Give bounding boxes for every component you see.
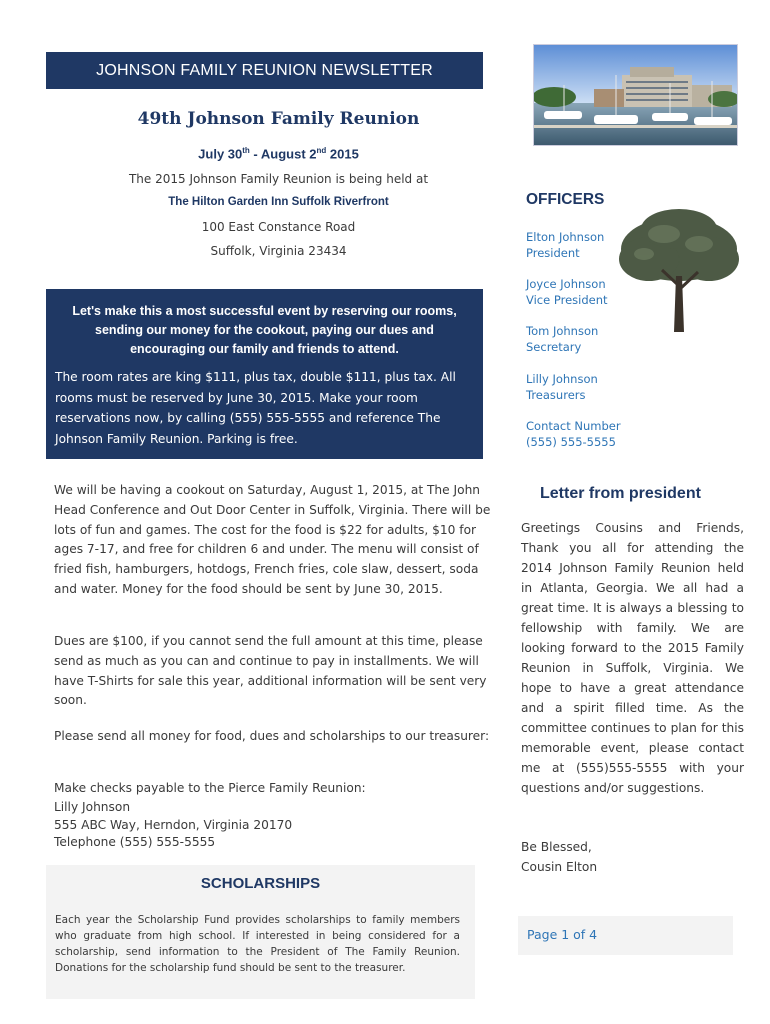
contact-number xyxy=(526,418,621,450)
officer-name: Joyce Johnson xyxy=(526,277,606,291)
officer-name: Elton Johnson xyxy=(526,230,605,244)
letter-body: Greetings Cousins and Friends, Thank you all for attending the 2014 Johnson Family Reunion held in Atlanta, Georgia. We all had a great time. It is always a blessing to fellowship with family. We are looking forward to the 2015 Family Reunion in Suffolk, Virginia. We hope to have a great attendance and a spirit filled time. As the committee continues to plan for this memorable event, please contact me at (555)555-5555 with your questions and/or suggestions. xyxy=(521,521,744,795)
officer-name: Lilly Johnson xyxy=(526,372,598,386)
venue-street: 100 East Constance Road xyxy=(201,220,356,234)
officer-role: Vice President xyxy=(526,293,608,307)
treasurer-street: 555 ABC Way, Herndon, Virginia 20170 xyxy=(54,817,293,832)
newsletter-title: JOHNSON FAMILY REUNION NEWSLETTER xyxy=(96,61,433,79)
event-dates: July 30th - August 2nd 2015 xyxy=(198,146,359,162)
hotel-photo xyxy=(533,44,738,146)
treasurer-name: Lilly Johnson xyxy=(54,800,131,814)
venue-city: Suffolk, Virginia 23434 xyxy=(210,244,347,258)
officer-vice-president xyxy=(526,276,608,308)
treasurer-phone: Telephone (555) 555-5555 xyxy=(54,835,216,849)
event-intro: The 2015 Johnson Family Reunion is being held at xyxy=(128,172,429,186)
tree-icon xyxy=(614,204,744,339)
signature: Cousin Elton xyxy=(521,859,598,874)
scholarships-body: Each year the Scholarship Fund provides scholarships to family members who graduate from high school. If interested in being considered for a scholarship, send information to the President of The Family Reunion. Donations for the scholarship fund should be sent to the treasurer. xyxy=(55,914,460,974)
officer-role: President xyxy=(526,246,580,260)
officers-heading: OFFICERS xyxy=(526,191,605,208)
event-venue: The Hilton Garden Inn Suffolk Riverfront xyxy=(168,196,389,208)
event-title: 49th Johnson Family Reunion xyxy=(137,109,420,129)
letter-closing xyxy=(521,838,597,877)
newsletter-banner xyxy=(46,52,483,89)
dues-paragraph: Dues are $100, if you cannot send the full amount at this time, please send as much as you can and continue to pay in installments. We will have T-Shirts for sale this year, additional information will be sent very soon. xyxy=(54,634,487,708)
callout-body: The room rates are king $111, plus tax, double $111, plus tax. All rooms must be reserved by June 30, 2015. Make your room reservations now, by calling (555) 555-5555 and reference The Johnson Family Reunion. Parking is free. xyxy=(55,370,456,446)
reservation-callout xyxy=(46,289,483,459)
officer-treasurer xyxy=(526,371,598,403)
officer-name: Tom Johnson xyxy=(526,324,599,338)
closing-line: Be Blessed, xyxy=(521,840,592,854)
send-money-paragraph: Please send all money for food, dues and scholarships to our treasurer: xyxy=(54,729,490,743)
page-indicator xyxy=(518,916,733,955)
officer-role: Secretary xyxy=(526,340,582,354)
officer-role: Treasurers xyxy=(526,388,586,402)
cookout-paragraph: We will be having a cookout on Saturday, August 1, 2015, at The John Head Conference and Out Door Center in Suffolk, Virginia. There will be lots of fun and games. The cost for the food is $22 for adults, $10 for ages 7-17, and free for children 6 and under. The menu will consist of fried fish, hamburgers, hotdogs, French fries, cole slaw, dessert, soda and water. Money for the food should be sent by June 30, 2015. xyxy=(54,483,491,596)
callout-headline: Let's make this a most successful event by reserving our rooms, sending our money for the cookout, paying our dues and encouraging our family and friends to attend. xyxy=(72,304,457,356)
scholarships-panel xyxy=(46,865,475,999)
contact-label: Contact Number xyxy=(526,419,621,433)
checks-payable-label: Make checks payable to the Pierce Family Reunion: xyxy=(54,781,366,795)
officer-president xyxy=(526,229,604,261)
letter-heading: Letter from president xyxy=(540,485,701,502)
treasurer-address xyxy=(54,799,292,852)
officer-secretary xyxy=(526,323,598,355)
scholarships-heading: SCHOLARSHIPS xyxy=(200,875,321,892)
contact-phone: (555) 555-5555 xyxy=(526,435,616,449)
page-number: Page 1 of 4 xyxy=(527,927,598,942)
